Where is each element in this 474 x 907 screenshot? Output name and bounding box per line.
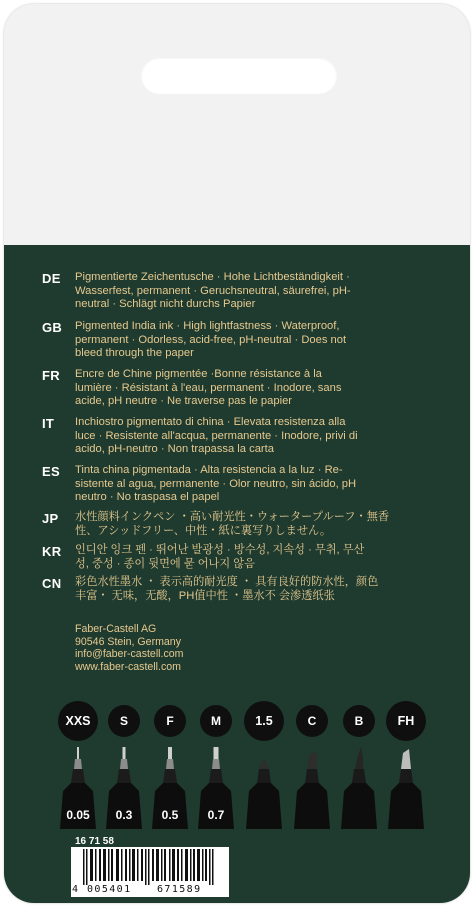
size-badge: 1.5: [244, 701, 284, 741]
lang-row-gb: [0, 320, 466, 360]
lang-text: Pigmentierte Zeichentusche · Hohe Lichtbeständigkeit · Wasserfest, permanent · Geruchsneutral, säurefrei, pH- neutral · Schlägt nicht durchs Papier: [75, 271, 351, 311]
lang-row-de: [0, 271, 466, 311]
barcode-bars: [71, 847, 229, 885]
size-badge: M: [200, 705, 232, 737]
line-width-label: 0.5: [161, 808, 179, 822]
lang-code: KR: [42, 544, 62, 559]
lang-row-fr: [0, 368, 466, 408]
pen-size-fh: [382, 705, 430, 830]
size-badge: S: [108, 705, 140, 737]
lang-code: IT: [42, 416, 55, 431]
pen-size-s: [100, 705, 148, 830]
lang-text: 인디안 잉크 펜 · 뛰어난 발광성 · 방수성, 지속성 · 무취, 무산 성, 중성 · 종이 뒷면에 묻 어나지 않음: [75, 544, 365, 570]
lang-code: DE: [42, 271, 61, 286]
brush-tip-pen-icon: [335, 747, 383, 829]
pen-size-c: [288, 705, 336, 830]
pen-size-row: [0, 705, 466, 830]
lang-text: Tinta china pigmentada · Alta resistencia a la luz · Re- sistente al agua, permanente · Olor neutro, sin ácido, pH neutro · No traspasa el papel: [75, 464, 357, 504]
lang-code: FR: [42, 368, 60, 383]
chisel-tip-pen-icon: [288, 747, 336, 829]
company-name: Faber-Castell AG: [75, 623, 157, 635]
size-badge: FH: [386, 701, 426, 741]
lang-text: Encre de Chine pigmentée ·Bonne résistance à la lumière · Résistant à l'eau, permanent · Inodore, sans acide, pH neutre · Ne traverse pas le papier: [75, 368, 342, 408]
barcode-digits: 4 005401 671589: [72, 884, 202, 895]
pen-size-xxs: [54, 705, 102, 830]
size-badge: C: [296, 705, 328, 737]
pen-size-f: [146, 705, 194, 830]
line-width-label: 0.05: [66, 808, 90, 822]
pen-size-1-5: [240, 705, 288, 830]
line-width-label: 0.3: [115, 808, 133, 822]
size-badge: F: [154, 705, 186, 737]
lang-code: GB: [42, 320, 63, 335]
barcode: [71, 847, 229, 897]
felt-tip-pen-icon: [382, 747, 430, 829]
lang-code: CN: [42, 576, 62, 591]
company-email: info@faber-castell.com: [75, 648, 184, 661]
pen-size-b: [335, 705, 383, 830]
lang-row-it: [0, 416, 466, 456]
pen-size-m: [192, 705, 240, 830]
line-width-label: 0.7: [207, 808, 225, 822]
manufacturer-address: [75, 623, 184, 673]
lang-row-es: [0, 464, 466, 504]
bullet-tip-pen-icon: [240, 747, 288, 829]
lang-row-cn: [0, 576, 466, 616]
company-city: 90546 Stein, Germany: [75, 635, 181, 648]
lang-text: 水性顔料インクペン ・高い耐光性・ウォータープルーフ・無香 性、アシッドフリー、中性・紙に裏写りしません。: [75, 511, 390, 537]
lang-text: Inchiostro pigmentato di china · Elevata resistenza alla luce · Resistente all'acqua, permanente · Inodore, privi di acido, pH-neutro · Non trapassa la carta: [75, 416, 358, 456]
lang-text: 彩色水性墨水 ・ 表示高的耐光度 ・ 具有良好的防水性，颜色 丰富・ 无味，无酸，PH值中性 ・墨水不 会渗透纸张: [75, 576, 379, 602]
hang-hole: [141, 57, 337, 94]
size-badge: XXS: [58, 701, 98, 741]
article-number: 16 71 58: [75, 836, 114, 847]
lang-code: JP: [42, 511, 59, 526]
size-badge: B: [343, 705, 375, 737]
lang-code: ES: [42, 464, 60, 479]
company-website: www.faber-castell.com: [75, 660, 181, 673]
lang-text: Pigmented India ink · High lightfastness · Waterproof, permanent · Odorless, acid-free, pH-neutral · Does not bleed through the paper: [75, 320, 347, 360]
